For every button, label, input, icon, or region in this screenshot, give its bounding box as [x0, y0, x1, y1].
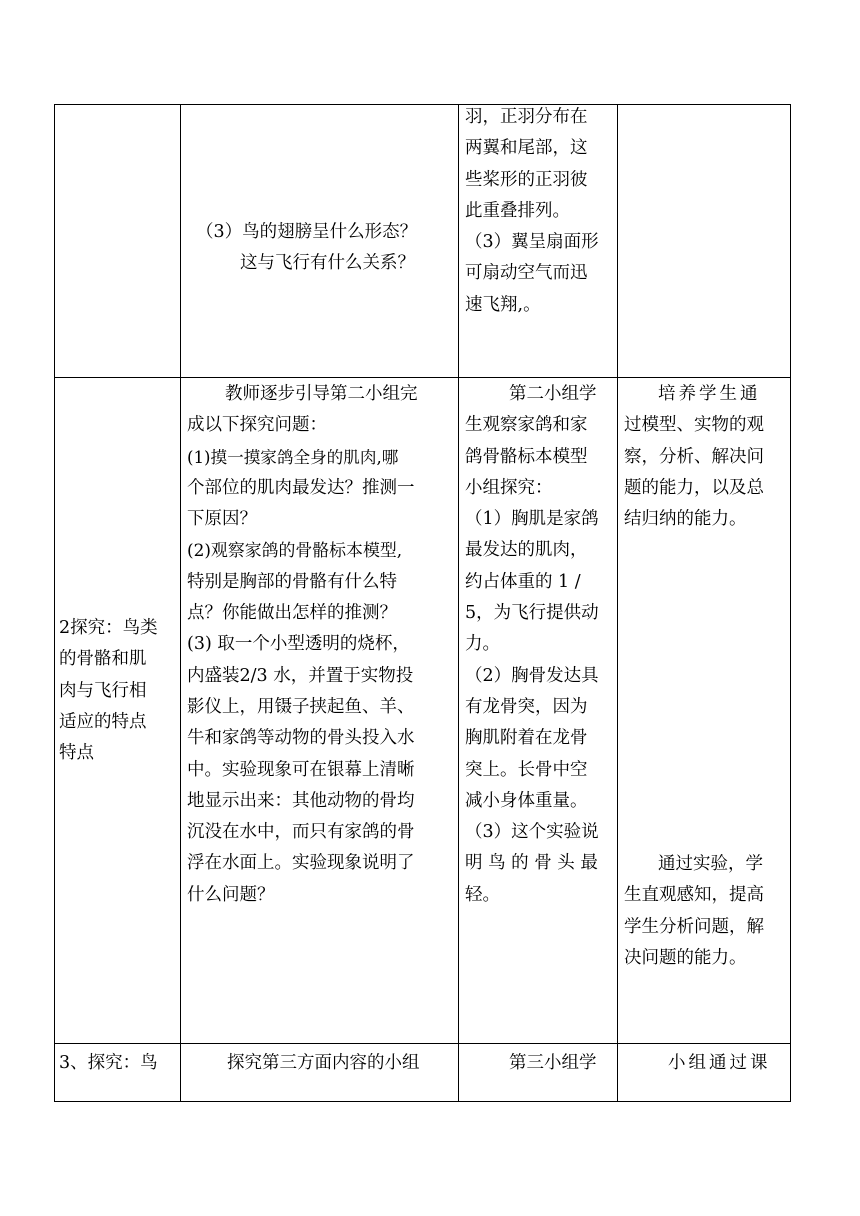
row-divider-2 — [54, 1043, 791, 1044]
text-line: 中。实验现象可在银幕上清晰 — [187, 759, 415, 780]
text-line: 些桨形的正羽彼 — [465, 169, 588, 190]
text-line: 牛和家鸽等动物的骨头投入水 — [187, 728, 415, 749]
lesson-table — [54, 104, 791, 1102]
text-line: （1）胸肌是家鸽 — [465, 509, 599, 530]
text-line: (3) 取一个小型透明的烧杯， — [187, 634, 410, 655]
text-line: 教师逐步引导第二小组完 — [225, 384, 418, 404]
text-line: 决问题的能力。 — [624, 947, 747, 968]
text-line: 速飞翔,。 — [465, 294, 541, 315]
table-border-right — [790, 104, 791, 1102]
text-line: 学生分析问题，解 — [624, 916, 764, 937]
text-line: 影仪上，用镊子挟起鱼、羊、 — [187, 696, 415, 717]
text-line: 减小身体重量。 — [465, 790, 588, 811]
text-line: 成以下探究问题： — [187, 415, 327, 436]
text-line: 小组通过课 — [668, 1053, 771, 1073]
text-line: 培养学生通 — [658, 384, 761, 404]
text-line: 小组探究： — [465, 477, 553, 498]
text-line: （3）这个实验说 — [465, 822, 599, 843]
text-line: 此重叠排列。 — [465, 200, 570, 221]
text-line: 生直观感知，提高 — [624, 885, 764, 906]
row3-teacher-cell — [187, 1048, 453, 1079]
text-line: 明 鸟 的 骨 头 最 — [465, 853, 598, 874]
text-line: 第二小组学 — [509, 384, 597, 404]
text-line: 特点 — [59, 743, 94, 764]
text-line: 2探究：鸟类 — [59, 618, 158, 638]
row-divider-1 — [54, 377, 791, 378]
text-line: (1)摸一摸家鸽全身的肌肉,哪 — [187, 447, 399, 467]
row3-purpose-cell — [624, 1048, 786, 1079]
text-line: 题的能力，以及总 — [624, 477, 764, 498]
text-line: 力。 — [465, 634, 500, 655]
column-divider-2 — [458, 104, 459, 1102]
text-line: 约占体重的 1 / — [465, 571, 581, 592]
text-line: 这与飞行有什么关系？ — [240, 253, 415, 274]
text-line: 结归纳的能力。 — [624, 509, 747, 530]
text-line: 两翼和尾部，这 — [465, 138, 588, 159]
row2-purpose-cell-a — [624, 379, 786, 535]
table-border-bottom — [54, 1101, 791, 1102]
row2-student-cell — [465, 379, 615, 911]
text-line: 内盛装2/3 水，并置于实物投 — [187, 665, 414, 686]
column-divider-3 — [617, 104, 618, 1102]
text-line: 地显示出来：其他动物的骨均 — [187, 790, 415, 811]
text-line: 第三小组学 — [509, 1053, 597, 1073]
text-line: 适应的特点 — [59, 711, 147, 732]
row1-student-cell — [465, 102, 615, 321]
row3-topic-cell — [59, 1048, 176, 1079]
text-line: （2）胸骨发达具 — [465, 665, 599, 686]
text-line: 什么问题？ — [187, 884, 275, 905]
text-line: 的骨骼和肌 — [59, 649, 147, 670]
text-line: （3）翼呈扇面形 — [465, 232, 599, 253]
row2-teacher-cell — [187, 379, 453, 911]
text-line: 个部位的肌肉最发达？推测一 — [187, 477, 415, 498]
text-line: 肉与飞行相 — [59, 680, 147, 701]
text-line: 探究第三方面内容的小组 — [227, 1053, 420, 1073]
text-line: 可扇动空气而迅 — [465, 263, 588, 284]
column-divider-1 — [180, 104, 181, 1102]
text-line: 特别是胸部的骨骼有什么特 — [187, 571, 397, 592]
row1-question-cell — [194, 217, 454, 280]
text-line: (2)观察家鸽的骨骼标本模型, — [187, 540, 403, 561]
row3-student-cell — [465, 1048, 615, 1079]
text-line: 突上。长骨中空 — [465, 759, 588, 780]
text-line: 羽，正羽分布在 — [465, 107, 588, 127]
text-line: 沉没在水中，而只有家鸽的骨 — [187, 822, 415, 843]
table-border-left — [54, 104, 55, 1102]
text-line: 胸肌附着在龙骨 — [465, 728, 588, 749]
row2-topic-cell — [59, 613, 176, 769]
text-line: 最发达的肌肉， — [465, 540, 588, 561]
text-line: 有龙骨突，因为 — [465, 696, 588, 717]
text-line: 3、探究：鸟 — [59, 1053, 158, 1073]
text-line: 察，分析、解决问 — [624, 446, 764, 467]
text-line: 过模型、实物的观 — [624, 415, 764, 436]
text-line: 点？你能做出怎样的推测？ — [187, 603, 397, 624]
row2-purpose-cell-b — [624, 849, 786, 974]
text-line: 5，为飞行提供动 — [465, 603, 599, 624]
text-line: 浮在水面上。实验现象说明了 — [187, 853, 415, 874]
text-line: 下原因？ — [187, 509, 257, 530]
text-line: 轻。 — [465, 884, 500, 905]
text-line: 生观察家鸽和家 — [465, 415, 588, 436]
table-border-top — [54, 104, 791, 105]
text-line: 鸽骨骼标本模型 — [465, 446, 588, 467]
text-line: 通过实验，学 — [658, 854, 763, 874]
text-line: （3）鸟的翅膀呈什么形态？ — [196, 222, 418, 242]
